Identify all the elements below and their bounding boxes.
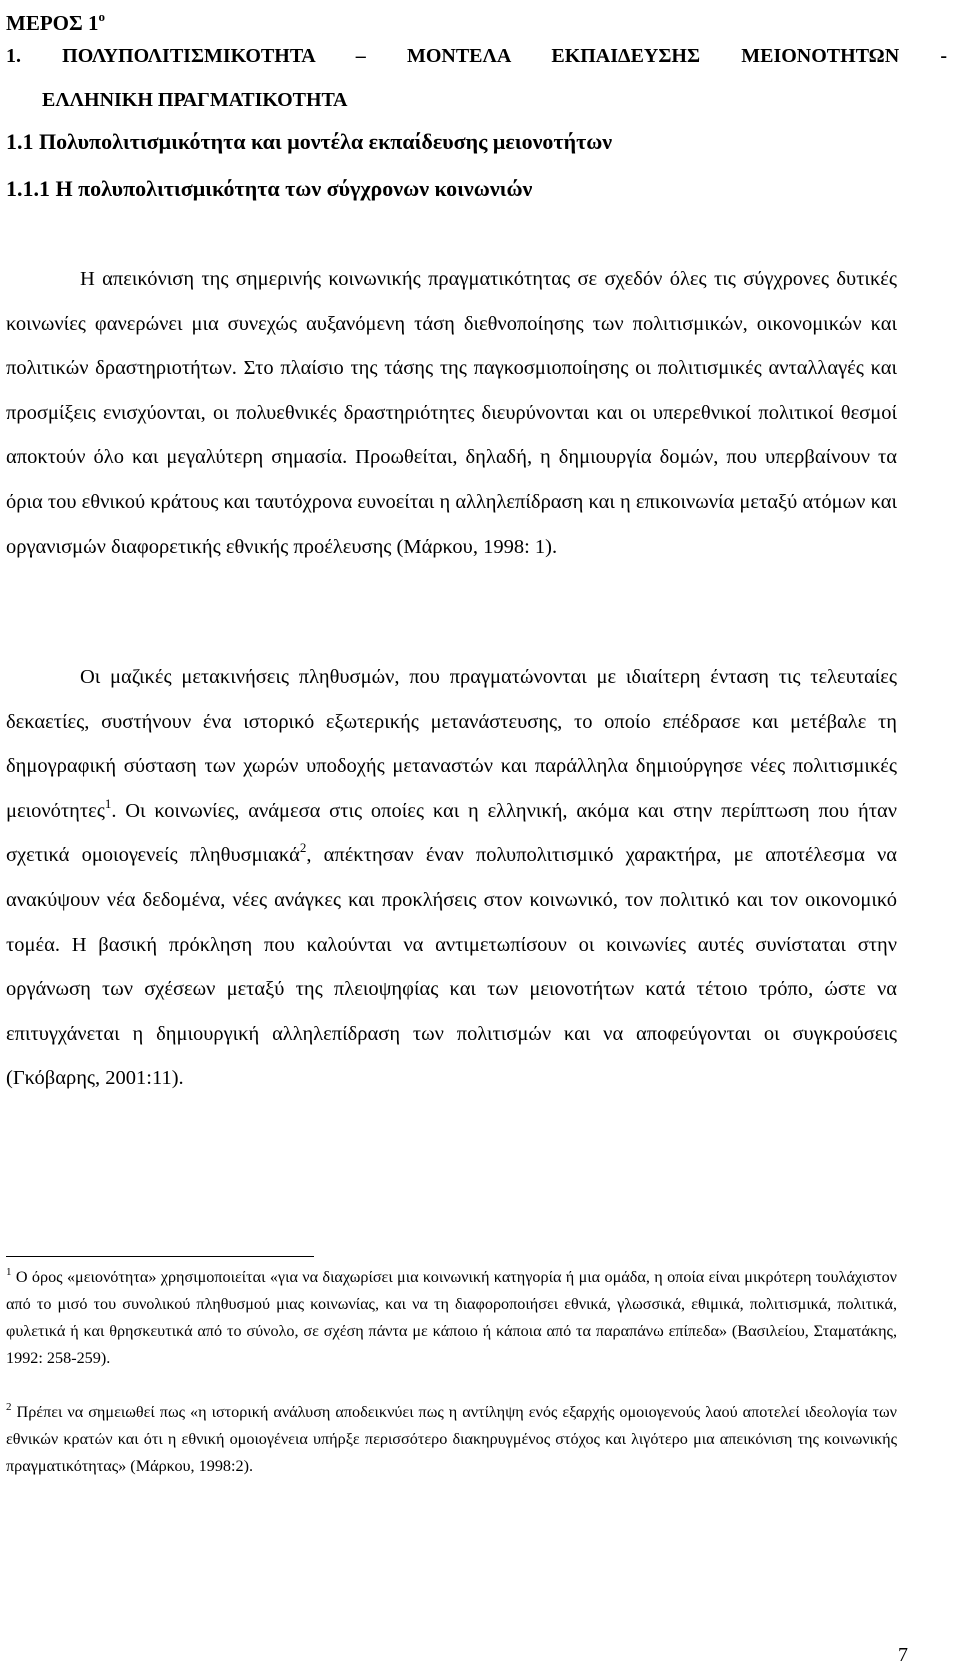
paragraph-1: Η απεικόνιση της σημερινής κοινωνικής πραγματικότητας σε σχεδόν όλες τις σύγχρονες δυτικές κοινωνίες φανερώνει μια συνεχώς αυξανόμενη τάση διεθνοποίησης των πολιτισμικών, οικονομικών και πολιτικών δραστηριοτήτων. Στο πλαίσιο της τάσης της παγκοσμιοποίησης οι πολιτισμικές ανταλλαγές και προσμίξεις ενισχύονται, οι πολυεθνικές δραστηριότητες διευρύνονται και οι υπερεθνικοί πολιτικοί θεσμοί αποκτούν όλο και μεγαλύτερη σημασία. Προωθείται, δηλαδή, η δημιουργία δομών, που υπερβαίνουν τα όρια του εθνικού κράτους και ταυτόχρονα ευνοείται η αλληλεπίδραση και η επικοινωνία μεταξύ ατόμων και οργανισμών διαφορετικής εθνικής προέλευσης (Μάρκου, 1998: 1).: [6, 268, 897, 558]
subsection-heading: 1.1.1 Η πολυπολιτισμικότητα των σύγχρονων κοινωνιών: [6, 176, 533, 201]
paragraph-2-part-3: , απέκτησαν έναν πολυπολιτισμικό χαρακτήρα, με αποτέλεσμα να ανακύψουν νέα δεδομένα, νέες ανάγκες και προκλήσεις στον κοινωνικό, τον πολιτικό και τον οικονομικό τομέα. Η βασική πρόκληση που καλούνται να αντιμετωπίσουν οι κοινωνίες αυτές συνίσταται στην οργάνωση των σχέσεων μεταξύ της πλειοψηφίας και των μειονοτήτων κατά τέτοιο τρόπο, ώστε να επιτυγχάνεται η δημιουργική αλληλεπίδραση των πολιτισμών και να αποφεύγονται οι συγκρούσεις (Γκόβαρης, 2001:11).: [6, 844, 897, 1090]
page-number: 7: [898, 1644, 908, 1666]
part-superscript: ο: [98, 9, 105, 24]
footnote-separator: [6, 1256, 314, 1257]
chapter-title-line-2: ΕΛΛΗΝΙΚΗ ΠΡΑΓΜΑΤΙΚΟΤΗΤΑ: [42, 89, 348, 111]
paragraph-2-part-1: Οι μαζικές μετακινήσεις πληθυσμών, που πραγματώνονται με ιδιαίτερη ένταση τις τελευταίες δεκαετίες, συστήνουν ένα ιστορικό εξωτερικής μετανάστευσης, το οποίο επέδρασε και μετέβαλε τη δημογραφική σύσταση των χωρών υποδοχής μεταναστών και παράλληλα δημιούργησε νέες πολιτισμικές μειονότητες: [6, 666, 897, 822]
footnote-1-text: Ο όρος «μειονότητα» χρησιμοποιείται «για να διαχωρίσει μια κοινωνική κατηγορία ή μια ομάδα, η οποία είναι μικρότερη τουλάχιστον από το μισό του συνολικού πληθυσμού μιας κοινωνίας, και να τη διαφοροποιήσει εθνικά, γλωσσικά, εθιμικά, πολιτισμικά, πολιτικά, φυλετικά ή και θρησκευτικά από το σύνολο, σε σχέση πάντα με κάποιο ή κάποια από τα παραπάνω επίπεδα» (Βασιλείου, Σταματάκης, 1992: 258-259).: [6, 1268, 897, 1367]
footnote-1-number: 1: [6, 1266, 12, 1278]
section-heading: 1.1 Πολυπολιτισμικότητα και μοντέλα εκπαίδευσης μειονοτήτων: [6, 129, 613, 154]
part-title: [6, 4, 105, 36]
footnote-ref-1[interactable]: 1: [104, 795, 112, 811]
chapter-title-line-1: 1. ΠΟΛΥΠΟΛΙΤΙΣΜΙΚΟΤΗΤΑ – ΜΟΝΤΕΛΑ ΕΚΠΑΙΔΕΥΣΗΣ ΜΕΙΟΝΟΤΗΤΩΝ -: [6, 45, 947, 67]
paragraph-2-part-2: . Οι κοινωνίες, ανάμεσα στις οποίες και η ελληνική, ακόμα και στην περίπτωση που ήταν σχετικά ομοιογενείς πληθυσμιακά: [6, 799, 897, 867]
footnote-2-number: 2: [6, 1401, 12, 1413]
part-label: ΜΕΡΟΣ 1: [6, 11, 99, 35]
footnote-2-text: Πρέπει να σημειωθεί πως «η ιστορική ανάλυση αποδεικνύει πως η αντίληψη ενός εξαρχής ομοιογενούς λαού αποτελεί ιδεολογία των εθνικών κρατών και ότι η εθνική ομοιογένεια υπήρξε περισσότερο διακηρυγμένος στόχος και λιγότερο μια απεικόνιση της κοινωνικής πραγματικότητας» (Μάρκου, 1998:2).: [6, 1403, 897, 1475]
paragraph-2: [6, 655, 897, 1101]
footnote-ref-2[interactable]: 2: [299, 840, 307, 856]
footnote-1: [6, 1264, 897, 1372]
footnote-2: [6, 1399, 897, 1480]
